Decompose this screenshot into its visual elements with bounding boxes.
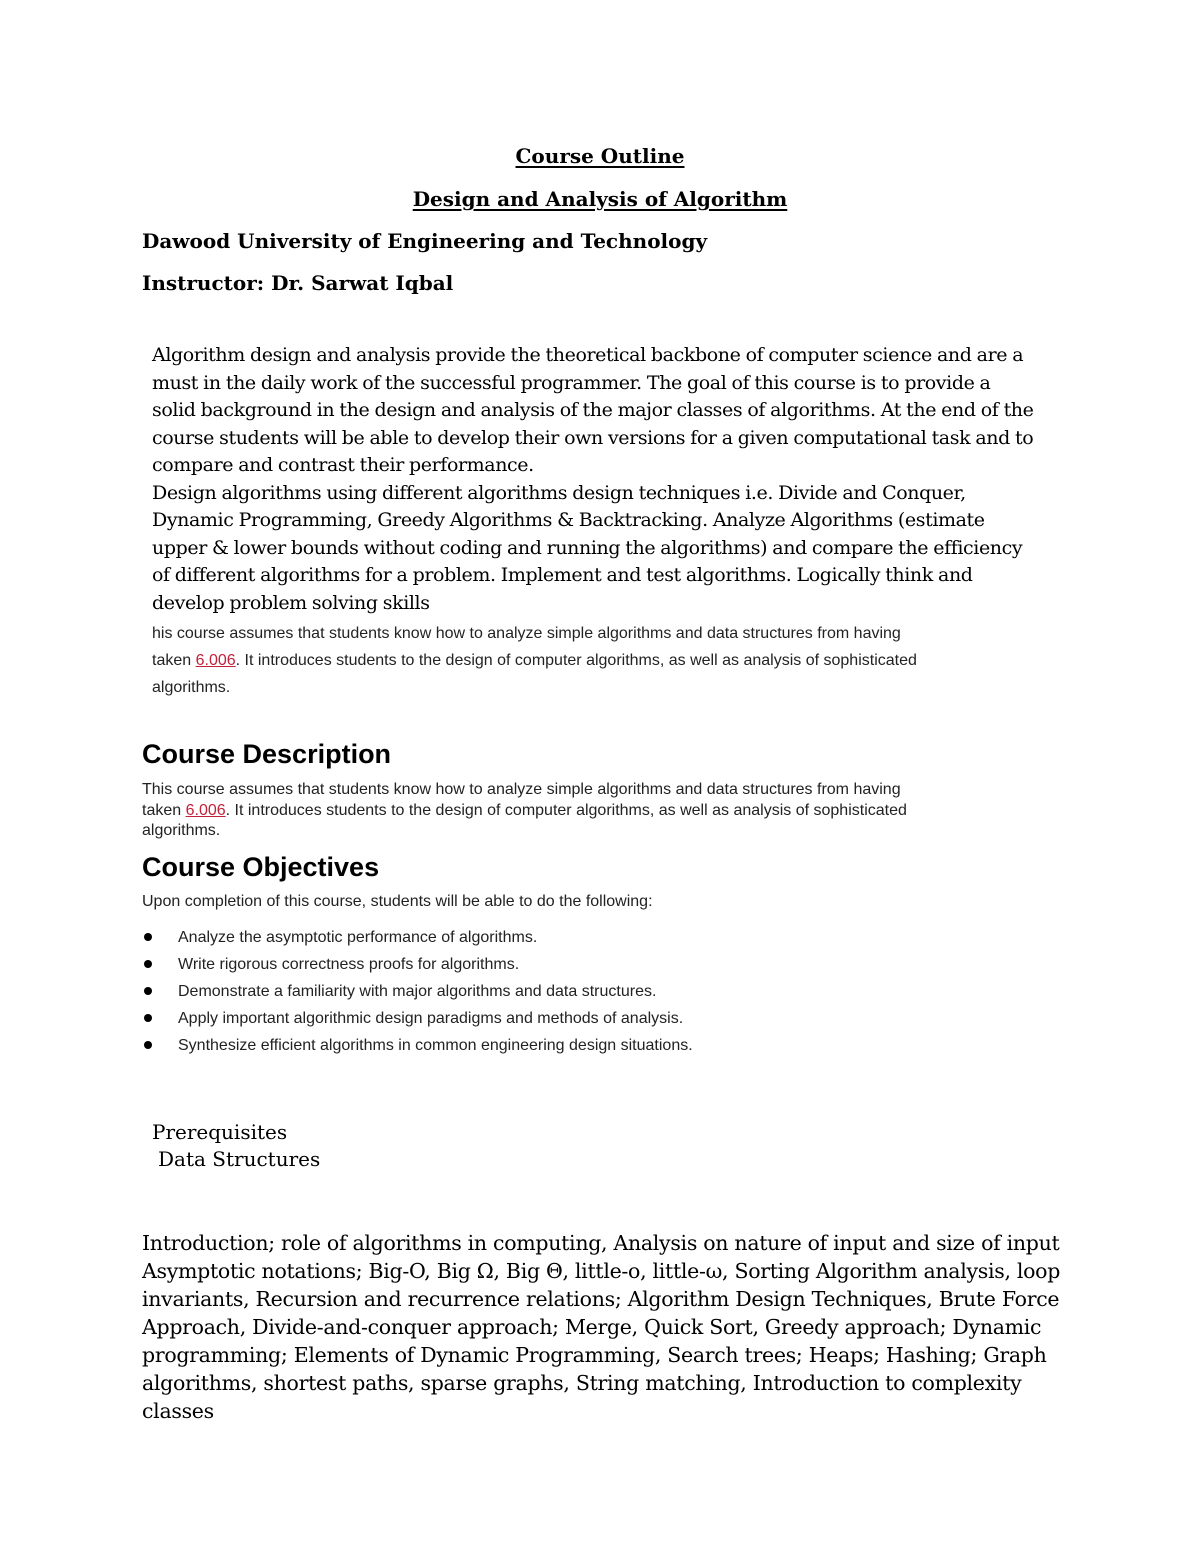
objective-text: Synthesize efficient algorithms in common engineering design situations. [178, 1037, 693, 1054]
objectives-intro: Upon completion of this course, students will be able to do the following: [142, 893, 653, 910]
description-line [142, 801, 1022, 822]
overview-line: solid background in the design and analysis of the major classes of algorithms. At the end of the [152, 399, 1034, 421]
document-title: Course Outline [515, 144, 685, 168]
topics-line: programming; Elements of Dynamic Programming, Search trees; Heaps; Hashing; Graph [142, 1343, 1047, 1367]
overview-line: Dynamic Programming, Greedy Algorithms & Backtracking. Analyze Algorithms (estimate [152, 509, 985, 531]
topics-paragraph [142, 1229, 1062, 1425]
objective-text: Apply important algorithmic design paradigms and methods of analysis. [178, 1010, 684, 1027]
description-text: . It introduces students to the design of computer algorithms, as well as analysis of sophisticated [225, 801, 907, 819]
overview-line: compare and contrast their performance. [152, 454, 534, 476]
intro-note-text: taken [152, 652, 196, 669]
course-6006-link[interactable]: 6.006 [185, 801, 226, 819]
objective-text: Demonstrate a familiarity with major algorithms and data structures. [178, 983, 657, 1000]
topics-line: algorithms, shortest paths, sparse graphs, String matching, Introduction to complexity classes [142, 1371, 1022, 1423]
list-item [142, 982, 693, 1009]
list-item [142, 1036, 693, 1063]
topics-line: Introduction; role of algorithms in computing, Analysis on nature of input and size of input [142, 1231, 1060, 1255]
overview-line: develop problem solving skills [152, 591, 430, 614]
description-text: taken [142, 801, 186, 819]
intro-note-text: . It introduces students to the design of computer algorithms, as well as analysis of sophisticated [235, 652, 917, 669]
overview-line: must in the daily work of the successful programmer. The goal of this course is to provide a [152, 371, 991, 394]
prerequisites-label: Prerequisites [152, 1120, 288, 1144]
overview-line: Design algorithms using different algorithms design techniques i.e. Divide and Conquer, [152, 481, 966, 504]
intro-note-line: algorithms. [152, 679, 231, 696]
instructor-line: Instructor: Dr. Sarwat Iqbal [142, 271, 454, 295]
description-line: This course assumes that students know how to analyze simple algorithms and data structures from having [142, 781, 901, 798]
bullet-icon [144, 1041, 152, 1049]
list-item [142, 928, 693, 955]
list-item [142, 955, 693, 982]
topics-line: Approach, Divide-and-conquer approach; Merge, Quick Sort, Greedy approach; Dynamic [142, 1315, 1042, 1339]
course-description-heading: Course Description [142, 739, 392, 769]
overview-line: Algorithm design and analysis provide the theoretical backbone of computer science and are a [152, 344, 1024, 366]
course-objectives-heading: Course Objectives [142, 852, 380, 882]
overview-paragraph [152, 342, 1072, 617]
objective-text: Write rigorous correctness proofs for algorithms. [178, 956, 520, 973]
objective-text: Analyze the asymptotic performance of algorithms. [178, 929, 538, 946]
bullet-icon [144, 987, 152, 995]
list-item [142, 1009, 693, 1036]
overview-line: of different algorithms for a problem. Implement and test algorithms. Logically think and [152, 564, 973, 586]
bullet-icon [144, 933, 152, 941]
description-line: algorithms. [142, 822, 221, 839]
course-name: Design and Analysis of Algorithm [412, 187, 788, 211]
university-name: Dawood University of Engineering and Technology [142, 229, 708, 253]
prerequisites-value: Data Structures [158, 1147, 321, 1171]
overview-line: course students will be able to develop their own versions for a given computational task and to [152, 426, 1034, 449]
course-6006-link[interactable]: 6.006 [195, 652, 236, 669]
topics-line: Asymptotic notations; Big-O, Big Ω, Big Θ, little-o, little-ω, Sorting Algorithm analysis, loop [142, 1259, 1061, 1283]
course-description-text [142, 780, 1022, 842]
objectives-list [142, 928, 693, 1063]
overview-line: upper & lower bounds without coding and running the algorithms) and compare the efficiency [152, 536, 1023, 559]
bullet-icon [144, 1014, 152, 1022]
intro-note-line: his course assumes that students know how to analyze simple algorithms and data structures from having [152, 625, 901, 642]
intro-note-line [152, 647, 1032, 674]
bullet-icon [144, 960, 152, 968]
topics-line: invariants, Recursion and recurrence relations; Algorithm Design Techniques, Brute Force [142, 1287, 1060, 1311]
intro-note [152, 620, 1032, 701]
